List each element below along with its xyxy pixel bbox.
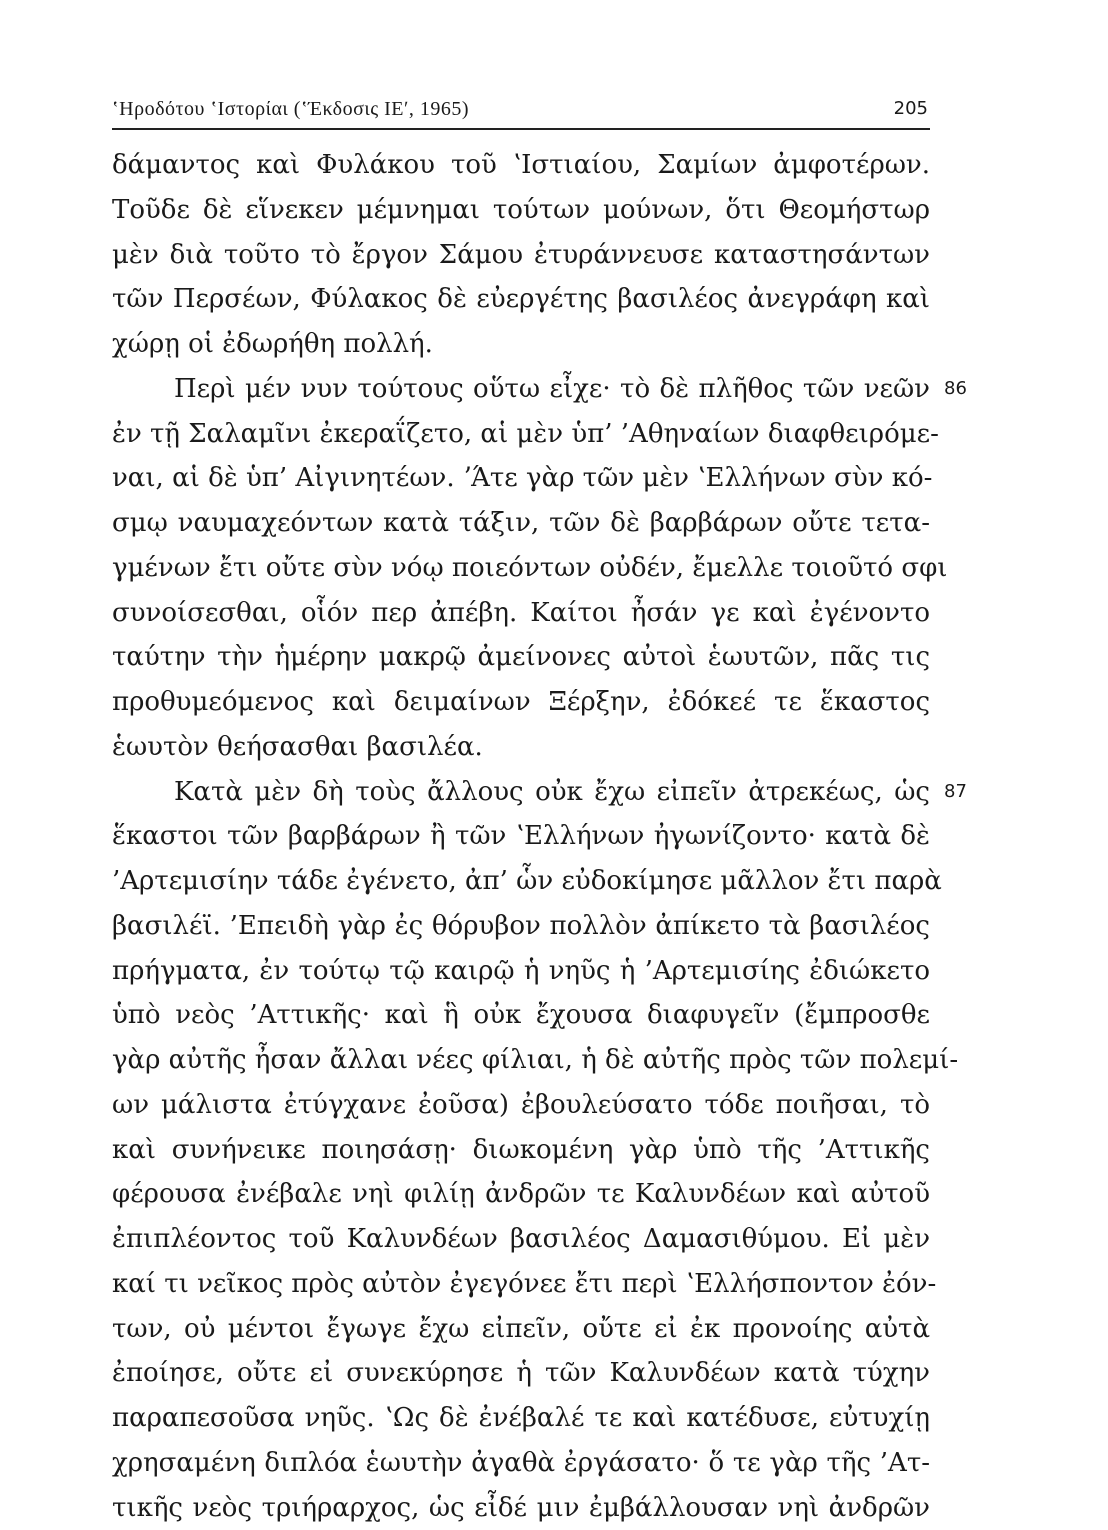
line-text: τῶν Περσέων, Φύλακος δὲ εὐεργέτης βασιλέος ἀνεγράφη καὶ <box>112 277 930 322</box>
line-text: προθυμεόμενος καὶ δειμαίνων Ξέρξην, ἐδόκεέ τε ἕκαστος <box>112 680 930 725</box>
text-line <box>112 233 930 278</box>
text-line <box>112 725 930 770</box>
text-line <box>112 1217 930 1262</box>
text-line <box>112 1486 930 1530</box>
text-line <box>112 1128 930 1173</box>
text-line <box>112 591 930 636</box>
text-line <box>112 501 930 546</box>
text-line <box>112 1172 930 1217</box>
line-text: καὶ συνήνεικε ποιησάσῃ· διωκομένη γὰρ ὑπὸ τῆς ’Αττικῆς <box>112 1128 930 1173</box>
running-header <box>112 92 930 132</box>
header-rule <box>112 128 930 130</box>
page-number: 205 <box>894 98 928 119</box>
line-text: δάμαντος καὶ Φυλάκου τοῦ ʽΙστιαίου, Σαμίων ἀμφοτέρων. <box>112 143 930 188</box>
line-text: των, οὐ μέντοι ἔγωγε ἔχω εἰπεῖν, οὔτε εἰ ἐκ προνοίης αὐτὰ <box>112 1307 930 1352</box>
text-line <box>112 367 930 412</box>
text-line <box>112 859 930 904</box>
text-line <box>112 1307 930 1352</box>
line-text: Κατὰ μὲν δὴ τοὺς ἄλλους οὐκ ἔχω εἰπεῖν ἀτρεκέως, ὡς <box>112 770 930 815</box>
line-text: ἐπιπλέοντος τοῦ Καλυνδέων βασιλέος Δαμασιθύμου. Εἰ μὲν <box>112 1217 930 1262</box>
line-text: ων μάλιστα ἐτύγχανε ἐοῦσα) ἐβουλεύσατο τόδε ποιῆσαι, τὸ <box>112 1083 930 1128</box>
text-line <box>112 1351 930 1396</box>
line-text: ταύτην τὴν ἡμέρην μακρῷ ἀμείνονες αὐτοὶ ἑωυτῶν, πᾶς τις <box>112 635 930 680</box>
line-text: βασιλέϊ. ’Επειδὴ γὰρ ἐς θόρυβον πολλὸν ἀπίκετο τὰ βασιλέος <box>112 904 930 949</box>
text-line <box>112 770 930 815</box>
text-line <box>112 1441 930 1486</box>
text-line <box>112 412 930 457</box>
line-text: Περὶ μέν νυν τούτους οὕτω εἶχε· τὸ δὲ πλῆθος τῶν νεῶν <box>112 367 930 412</box>
text-line <box>112 635 930 680</box>
line-text: παραπεσοῦσα νηῦς. ʽΩς δὲ ἐνέβαλέ τε καὶ κατέδυσε, εὐτυχίῃ <box>112 1396 930 1441</box>
text-line <box>112 1038 930 1083</box>
body-text <box>112 143 930 1530</box>
text-line <box>112 814 930 859</box>
text-line <box>112 993 930 1038</box>
text-line <box>112 904 930 949</box>
line-text: γμένων ἔτι οὔτε σὺν νόῳ ποιεόντων οὐδέν, ἔμελλε τοιοῦτό σφι <box>112 546 930 591</box>
text-line <box>112 188 930 233</box>
text-line <box>112 322 930 367</box>
line-text: ἕκαστοι τῶν βαρβάρων ἢ τῶν ʽΕλλήνων ἠγωνίζοντο· κατὰ δὲ <box>112 814 930 859</box>
text-line <box>112 1262 930 1307</box>
text-line <box>112 277 930 322</box>
text-line <box>112 456 930 501</box>
line-text: τικῆς νεὸς τριήραρχος, ὡς εἶδέ μιν ἐμβάλλουσαν νηὶ ἀνδρῶν <box>112 1486 930 1530</box>
text-line <box>112 1396 930 1441</box>
text-line <box>112 949 930 994</box>
text-line <box>112 546 930 591</box>
line-text: καί τι νεῖκος πρὸς αὐτὸν ἐγεγόνεε ἔτι περὶ ʽΕλλήσποντον ἐόν- <box>112 1262 930 1307</box>
line-text: πρήγματα, ἐν τούτῳ τῷ καιρῷ ἡ νηῦς ἡ ’Αρτεμισίης ἐδιώκετο <box>112 949 930 994</box>
line-text: μὲν διὰ τοῦτο τὸ ἔργον Σάμου ἐτυράννευσε καταστησάντων <box>112 233 930 278</box>
section-number: 86 <box>944 367 967 412</box>
line-text: ἑωυτὸν θεήσασθαι βασιλέα. <box>112 725 930 770</box>
line-text: συνοίσεσθαι, οἷόν περ ἀπέβη. Καίτοι ἦσάν γε καὶ ἐγένοντο <box>112 591 930 636</box>
line-text: ναι, αἱ δὲ ὑπ’ Αἰγινητέων. ʼΆτε γὰρ τῶν μὲν ʽΕλλήνων σὺν κό- <box>112 456 930 501</box>
line-text: ’Αρτεμισίην τάδε ἐγένετο, ἀπ’ ὧν εὐδοκίμησε μᾶλλον ἔτι παρὰ <box>112 859 930 904</box>
line-text: Τοῦδε δὲ εἵνεκεν μέμνημαι τούτων μούνων, ὅτι Θεομήστωρ <box>112 188 930 233</box>
line-text: ἐν τῇ Σαλαμῖνι ἐκεραΐζετο, αἱ μὲν ὑπ’ ’Αθηναίων διαφθειρόμε- <box>112 412 930 457</box>
text-line <box>112 680 930 725</box>
line-text: χώρῃ οἱ ἐδωρήθη πολλή. <box>112 322 930 367</box>
line-text: χρησαμένη διπλόα ἑωυτὴν ἀγαθὰ ἐργάσατο· ὅ τε γὰρ τῆς ’Ατ- <box>112 1441 930 1486</box>
section-number: 87 <box>944 770 967 815</box>
line-text: ὑπὸ νεὸς ’Αττικῆς· καὶ ἣ οὐκ ἔχουσα διαφυγεῖν (ἔμπροσθε <box>112 993 930 1038</box>
line-text: ἐποίησε, οὔτε εἰ συνεκύρησε ἡ τῶν Καλυνδέων κατὰ τύχην <box>112 1351 930 1396</box>
text-line <box>112 1083 930 1128</box>
line-text: σμῳ ναυμαχεόντων κατὰ τάξιν, τῶν δὲ βαρβάρων οὔτε τετα- <box>112 501 930 546</box>
text-line <box>112 143 930 188</box>
line-text: φέρουσα ἐνέβαλε νηὶ φιλίῃ ἀνδρῶν τε Καλυνδέων καὶ αὐτοῦ <box>112 1172 930 1217</box>
line-text: γὰρ αὐτῆς ἦσαν ἄλλαι νέες φίλιαι, ἡ δὲ αὐτῆς πρὸς τῶν πολεμί- <box>112 1038 930 1083</box>
running-title: ʽΗροδότου ʽΙστορίαι (ʽΈκδοσις ΙΕʹ, 1965) <box>112 98 469 121</box>
